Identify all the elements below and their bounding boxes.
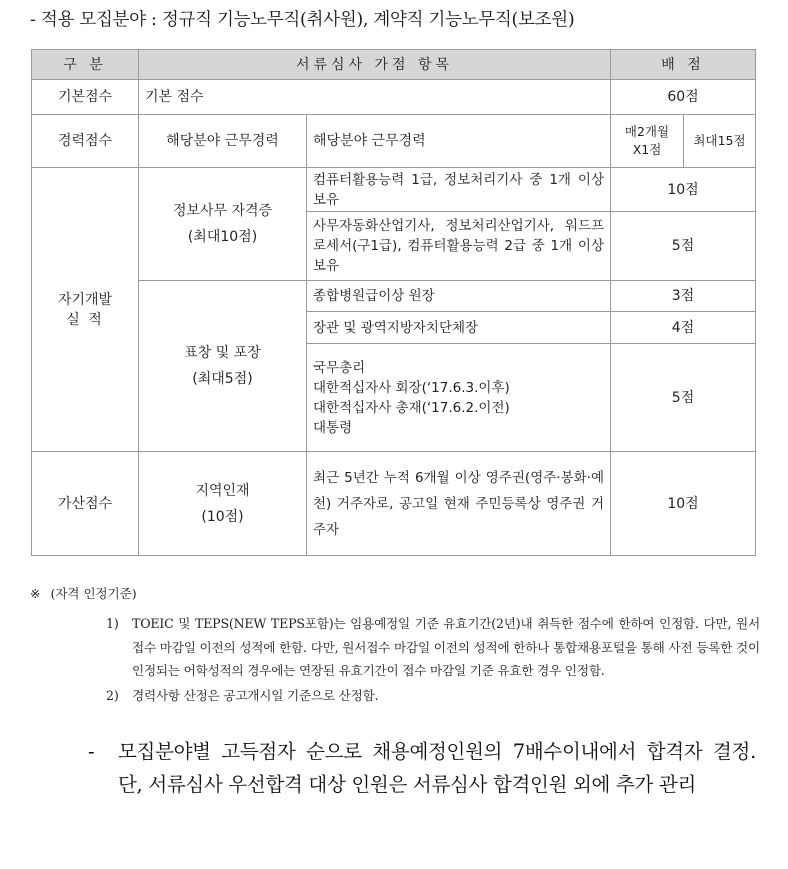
career-item: 해당분야 근무경력: [307, 115, 611, 168]
bonus-sub: [139, 452, 307, 556]
award-sub-line1: 표창 및 포장: [184, 345, 261, 361]
basic-category: 기본점수: [32, 80, 139, 115]
basic-points: 60점: [611, 80, 756, 115]
criteria-item-number: 2): [106, 687, 119, 703]
table-row: [32, 452, 756, 556]
header-items: 서류심사 가점 항목: [139, 50, 611, 80]
award-row3-line1: 국무총리: [313, 359, 366, 376]
award-row2-item: 장관 및 광역지방자치단체장: [307, 312, 611, 344]
selfdev-category: [32, 168, 139, 452]
award-row3-line4: 대통령: [313, 419, 353, 436]
award-sub-line2: (최대5점): [192, 371, 253, 387]
criteria-section: [30, 584, 760, 708]
cert-sub-line2: (최대10점): [187, 229, 258, 245]
award-row3-points: 5점: [611, 344, 756, 452]
career-sub: 해당분야 근무경력: [139, 115, 307, 168]
career-rate-line1: 매2개월: [624, 124, 670, 139]
table-row: [32, 168, 756, 212]
cert-row1-points: 10점: [611, 168, 756, 212]
reference-mark: ※: [30, 586, 41, 601]
award-sub: [139, 281, 307, 452]
award-row3-line2: 대한적십자사 회장(‘17.6.3.이후): [313, 379, 510, 396]
criteria-title-line: [30, 584, 760, 602]
header-points: 배 점: [611, 50, 756, 80]
award-row1-points: 3점: [611, 281, 756, 312]
final-note: [88, 735, 756, 801]
selfdev-category-line2: 실 적: [66, 311, 104, 328]
career-category: 경력점수: [32, 115, 139, 168]
final-note-text: 모집분야별 고득점자 순으로 채용예정인원의 7배수이내에서 합격자 결정. 단, 서류심사 우선합격 대상 인원은 서류심사 합격인원 외에 추가 관리: [118, 740, 756, 796]
basic-item: 기본 점수: [139, 80, 611, 115]
criteria-title: (자격 인정기준): [50, 586, 137, 601]
award-row3-line3: 대한적십자사 총재(‘17.6.2.이전): [313, 399, 510, 416]
score-table: [31, 49, 756, 556]
final-note-dash: -: [88, 740, 95, 763]
bonus-sub-line1: 지역인재: [195, 482, 250, 499]
bonus-item: 최근 5년간 누적 6개월 이상 영주권(영주·봉화·예천) 거주자로, 공고일 현재 주민등록상 영주권 거주자: [307, 452, 611, 556]
award-row2-points: 4점: [611, 312, 756, 344]
career-max: 최대15점: [684, 115, 756, 168]
criteria-item: [106, 612, 760, 683]
cert-row2-item: 사무자동화산업기사, 정보처리산업기사, 워드프로세서(구1급), 컴퓨터활용능력 2급 중 1개 이상 보유: [307, 212, 611, 281]
bonus-category: 가산점수: [32, 452, 139, 556]
criteria-item: [106, 684, 760, 708]
table-row: [32, 281, 756, 312]
table-header-row: [32, 50, 756, 80]
criteria-item-number: 1): [106, 616, 119, 631]
bonus-points: 10점: [611, 452, 756, 556]
selfdev-category-line1: 자기개발: [57, 291, 113, 308]
section-heading: - 적용 모집분야 : 정규직 기능노무직(취사원), 계약직 기능노무직(보조원): [30, 10, 575, 30]
cert-sub: [139, 168, 307, 281]
cert-sub-line1: 정보사무 자격증: [172, 203, 273, 219]
cert-row2-points: 5점: [611, 212, 756, 281]
table-row: [32, 115, 756, 168]
criteria-item-text: TOEIC 및 TEPS(NEW TEPS포함)는 임용예정일 기준 유효기간(2년)내 취득한 점수에 한하여 인정함. 다만, 원서접수 마감일 이전의 성적에 한함. 다만, 원서접수 마감일 이전의 성적에 한하나 통합채용포털을 통해 사전 등록한 것이 인정되는 어학성적의 경우에는 연장된 유효기간이 접수 마감일 기준 유효한 경우 인정함.: [132, 616, 760, 678]
award-row3-item: [307, 344, 611, 452]
career-rate-line2: X1점: [632, 142, 662, 157]
cert-row1-item: 컴퓨터활용능력 1급, 정보처리기사 중 1개 이상 보유: [307, 168, 611, 212]
bonus-sub-line2: (10점): [201, 508, 244, 525]
header-category: 구 분: [32, 50, 139, 80]
award-row1-item: 종합병원급이상 원장: [307, 281, 611, 312]
career-rate: [611, 115, 684, 168]
criteria-item-text: 경력사항 산정은 공고개시일 기준으로 산정함.: [132, 687, 379, 703]
table-row: [32, 80, 756, 115]
